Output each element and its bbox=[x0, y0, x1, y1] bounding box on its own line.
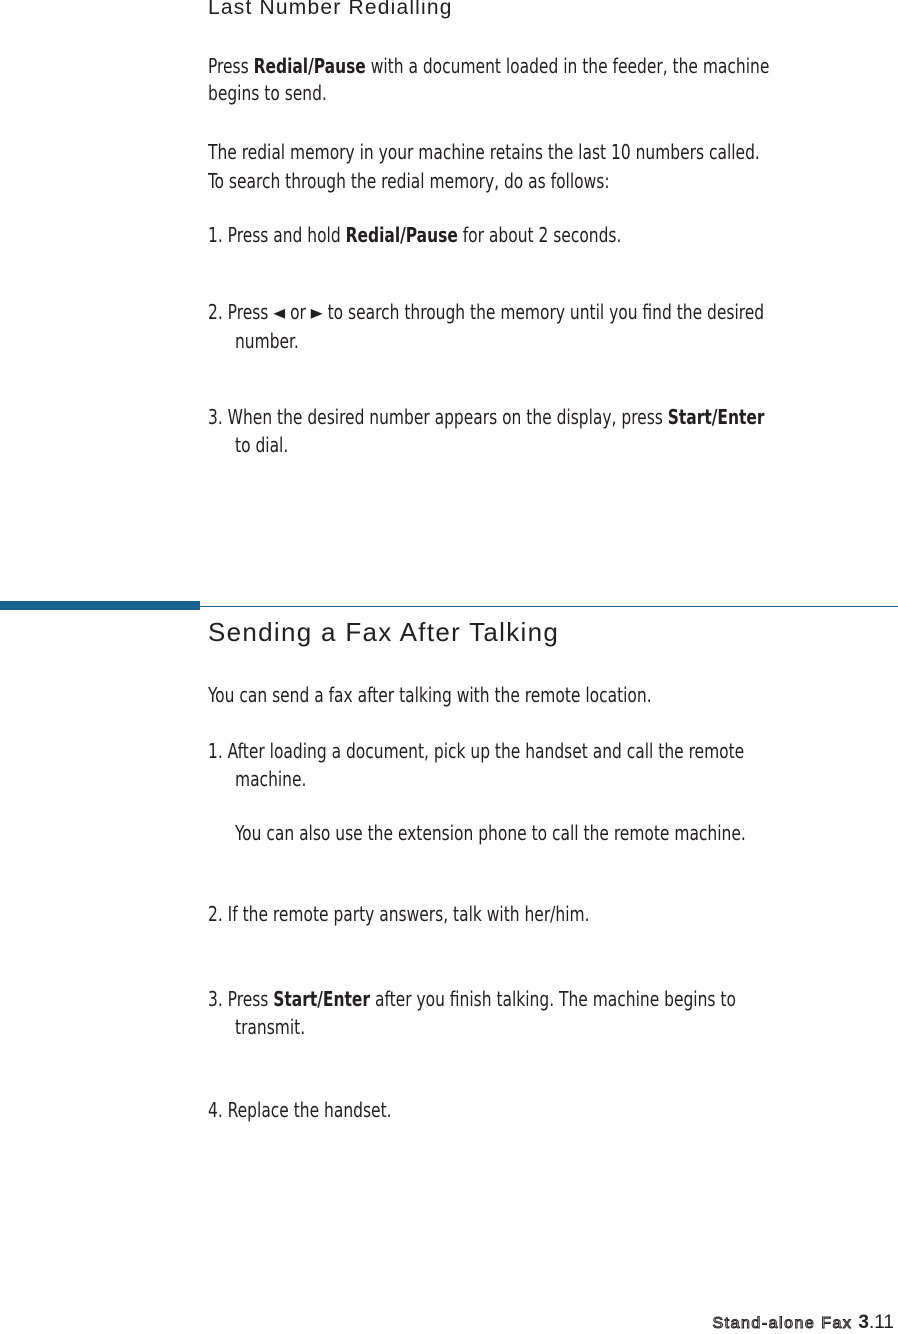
intro-paragraph-line-2: begins to send. bbox=[208, 81, 327, 105]
step-number: 2. bbox=[208, 902, 223, 926]
footer-page-number: .11 bbox=[868, 1312, 894, 1333]
step-text: Replace the handset. bbox=[227, 1098, 392, 1122]
step-text: If the remote party answers, talk with her/him. bbox=[227, 902, 590, 926]
section-divider-accent bbox=[0, 601, 200, 610]
start-enter-key-label: Start/Enter bbox=[273, 987, 371, 1011]
memory-paragraph-line-2: To search through the redial memory, do as follows: bbox=[208, 169, 610, 193]
footer-section-title: Stand-alone Fax bbox=[712, 1315, 853, 1332]
step-text: Press bbox=[227, 987, 274, 1011]
intro-paragraph-line-1 bbox=[208, 51, 769, 81]
step-number: 3. bbox=[208, 405, 223, 429]
start-enter-key-label: Start/Enter bbox=[667, 405, 765, 429]
step-4-sending bbox=[208, 1095, 392, 1125]
step-number: 2. bbox=[208, 300, 223, 324]
step-text: Press and hold bbox=[227, 223, 346, 247]
redial-pause-key-label: Redial/Pause bbox=[345, 223, 458, 247]
memory-paragraph-line-1: The redial memory in your machine retains the last 10 numbers called. bbox=[208, 140, 760, 164]
step-1-sending-note: You can also use the extension phone to call the remote machine. bbox=[235, 821, 746, 845]
section-heading-sending-fax-after-talking: Sending a Fax After Talking bbox=[208, 617, 560, 647]
step-3-redial-line-2: to dial. bbox=[235, 433, 289, 457]
footer-chapter-number: 3 bbox=[858, 1312, 869, 1333]
page-footer bbox=[713, 1309, 895, 1334]
step-2-redial bbox=[208, 297, 764, 327]
intro-text-cont: with a document loaded in the feeder, the machine bbox=[365, 54, 770, 78]
step-3-sending-line-2: transmit. bbox=[235, 1015, 306, 1039]
step-text: After loading a document, pick up the handset and call the remote bbox=[227, 739, 745, 763]
step-text-cont: after you finish talking. The machine begins to bbox=[370, 987, 736, 1011]
step-2-redial-line-2: number. bbox=[235, 329, 299, 353]
step-number: 1. bbox=[208, 739, 223, 763]
section-heading-last-number-redialling: Last Number Redialling bbox=[208, 0, 453, 19]
step-1-sending bbox=[208, 736, 744, 766]
step-number: 1. bbox=[208, 223, 223, 247]
step-2-sending bbox=[208, 899, 590, 929]
step-text-cont: for about 2 seconds. bbox=[457, 223, 622, 247]
redial-pause-key-label: Redial/Pause bbox=[253, 54, 366, 78]
step-3-sending bbox=[208, 984, 736, 1014]
step-3-redial bbox=[208, 402, 765, 432]
step-1-redial bbox=[208, 220, 621, 250]
step-text: Press ◄ or ► to search through the memory until you find the desired bbox=[227, 300, 765, 324]
step-text: When the desired number appears on the display, press bbox=[227, 405, 668, 429]
sending-intro-paragraph: You can send a fax after talking with the remote location. bbox=[208, 683, 652, 707]
section-divider-line bbox=[200, 606, 898, 607]
step-number: 4. bbox=[208, 1098, 223, 1122]
intro-text: Press bbox=[208, 54, 254, 78]
step-number: 3. bbox=[208, 987, 223, 1011]
step-1-sending-line-2: machine. bbox=[235, 767, 307, 791]
